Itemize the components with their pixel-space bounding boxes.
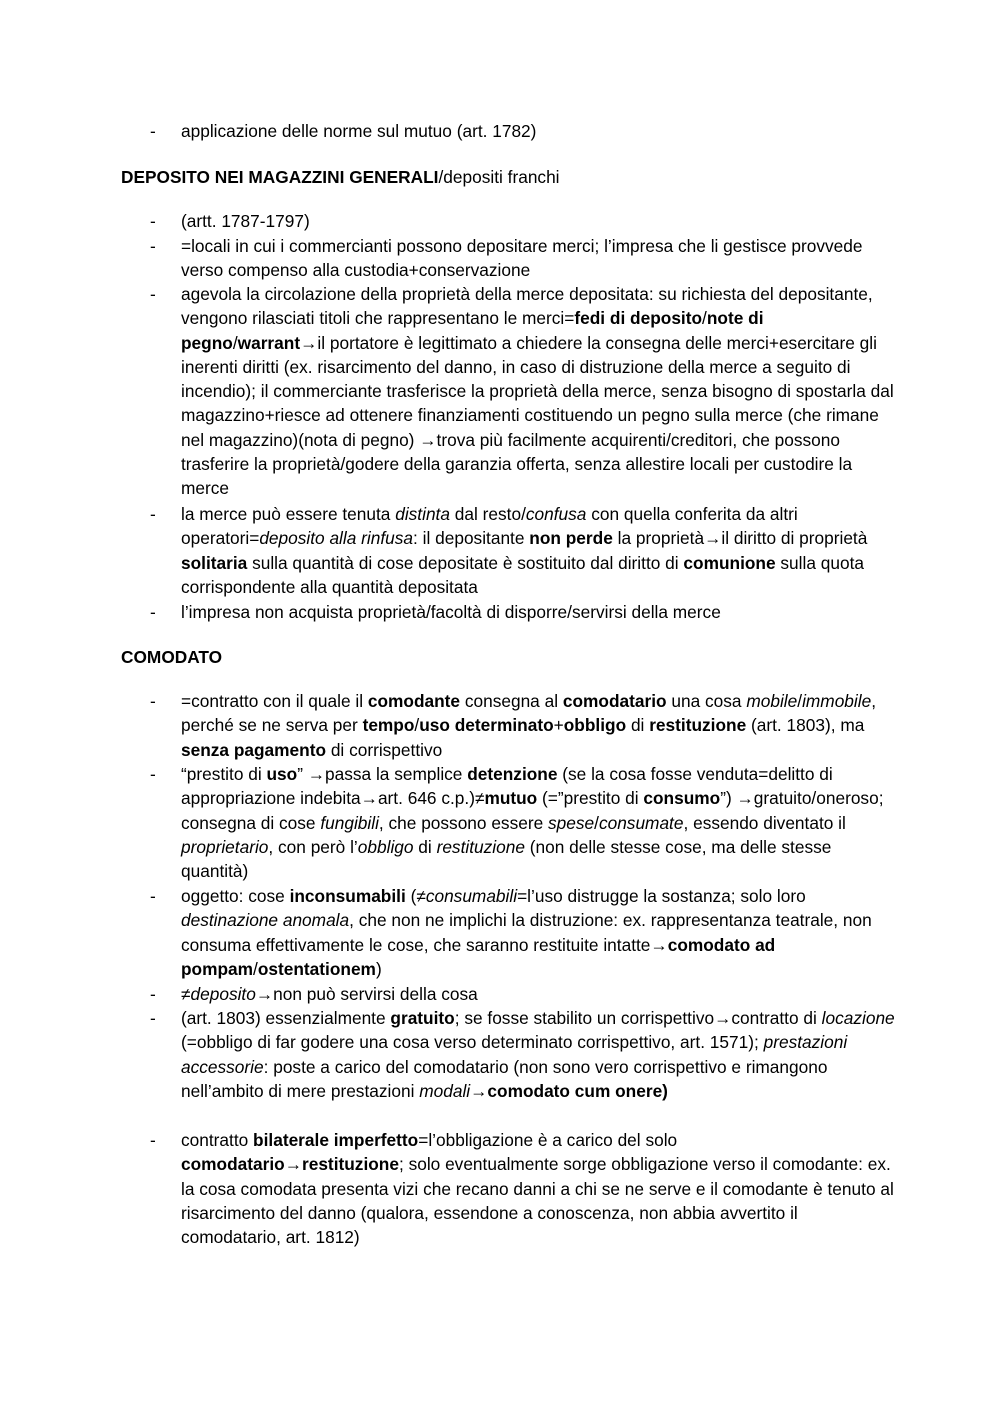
bold-text: bilaterale imperfetto — [253, 1130, 419, 1150]
text-run: di — [626, 715, 650, 736]
bold-text: uso — [266, 764, 298, 784]
list-item — [181, 282, 901, 501]
bold-text: senza pagamento — [181, 739, 327, 760]
text-run: =locali in cui i commercianti possono depositare merci; l’impresa che li gestisce provvede verso compenso alla custodia+conservazione — [181, 236, 863, 281]
italic-text: distinta — [395, 504, 450, 524]
bullet-dash: - — [150, 211, 156, 231]
text-run: (artt. 1787-1797) — [181, 211, 310, 231]
bullet-dash: - — [150, 984, 156, 1004]
bullet-dash: - — [150, 121, 156, 141]
bold-text: comodante — [367, 691, 461, 711]
text-run: (art. 1803) essenzialmente — [181, 1008, 391, 1028]
text-run: di — [413, 836, 437, 857]
text-run: ; solo eventualmente sorge obbligazione verso il comodante: ex. la cosa comodata presenta vizi che recano danni a chi se ne serve e il comodante è tenuto al risarcimento del danno (qualora, essendone a conoscenza, non abbia avvertito il comodatario, art. 1812) — [181, 1154, 894, 1248]
list-item — [181, 502, 901, 599]
text-run: sulla quantità di cose depositate è sostituito dal diritto di — [247, 552, 684, 573]
bold-text: uso determinato — [419, 715, 554, 736]
list-item — [181, 762, 901, 883]
text-run: sulla quota corrispondente alla quantità depositata — [181, 552, 864, 597]
bullet-dash: - — [150, 691, 156, 711]
bullet-dash: - — [150, 886, 156, 906]
bold-text: restituzione — [649, 715, 747, 736]
list-item — [181, 119, 901, 143]
text-run: / — [702, 308, 707, 329]
italic-text: consumabili — [425, 886, 518, 906]
bold-text: mutuo — [484, 788, 538, 809]
bold-text: obbligo — [563, 715, 627, 736]
text-run: contratto — [181, 1130, 254, 1150]
bold-text: gratuito — [390, 1008, 455, 1028]
bullet-dash: - — [150, 504, 156, 524]
list-item — [181, 689, 901, 762]
text-run: , che possono essere — [378, 812, 548, 833]
text-run: =l’obbligazione è a carico del solo — [418, 1130, 678, 1150]
text-run: /depositi franchi — [438, 167, 560, 187]
bold-text: solitaria — [181, 552, 248, 573]
bold-text: non perde — [529, 528, 613, 549]
text-run: →non può servirsi della cosa — [255, 984, 478, 1004]
section-heading-deposito — [121, 165, 560, 189]
text-run: + — [553, 715, 564, 736]
bullet-dash: - — [150, 284, 156, 304]
text-run: oggetto: cose — [181, 886, 290, 906]
bold-text: note di pegno — [181, 308, 764, 353]
bold-text: warrant — [237, 332, 301, 353]
italic-text: confusa — [525, 504, 587, 524]
text-run: , con però l’ — [268, 836, 358, 857]
text-run: l’impresa non acquista proprietà/facoltà di disporre/servirsi della merce — [181, 602, 721, 622]
list-item — [181, 600, 901, 624]
bullet-dash: - — [150, 236, 156, 256]
text-run: : poste a carico del comodatario (non sono vero corrispettivo e rimangono nell’ambito di mere prestazioni — [181, 1056, 828, 1101]
italic-text: locazione — [821, 1008, 895, 1028]
text-run: la proprietà→il diritto di proprietà — [612, 528, 868, 549]
italic-text: deposito alla rinfusa — [259, 528, 414, 549]
text-run: : il depositante — [413, 528, 530, 549]
text-run: → — [470, 1080, 488, 1101]
italic-text: spese — [548, 812, 595, 833]
bold-text: consumo — [643, 788, 721, 809]
italic-text: prestazioni accessorie — [181, 1032, 848, 1077]
text-run: “prestito di — [181, 764, 267, 784]
text-run: ) — [375, 958, 382, 979]
list-item — [181, 884, 901, 981]
list-item — [181, 234, 901, 283]
text-run: ; se fosse stabilito un corrispettivo→contratto di — [454, 1008, 822, 1028]
bold-text: inconsumabili — [289, 886, 406, 906]
bullet-dash: - — [150, 1008, 156, 1028]
text-run: ”) →gratuito/oneroso; consegna di cose — [181, 788, 884, 833]
bullet-dash: - — [150, 764, 156, 784]
text-run: con quella conferita da altri operatori= — [181, 504, 798, 549]
text-run: ” →passa la semplice — [297, 764, 468, 784]
text-run: (=”prestito di — [537, 788, 644, 809]
italic-text: restituzione — [436, 836, 525, 857]
italic-text: immobile — [802, 691, 872, 711]
text-run: agevola la circolazione della proprietà della merce depositata: su richiesta del depositante, vengono rilasciati titoli che rappresentano le merci= — [181, 284, 873, 329]
italic-text: proprietario — [181, 836, 269, 857]
italic-text: obbligo — [357, 836, 414, 857]
text-run: , che non ne implichi la distruzione: ex. rappresentanza teatrale, non consuma effettivamente le cose, che saranno restituite intatte→ — [181, 910, 872, 955]
text-run: consegna al — [460, 691, 563, 711]
text-run: ≠ — [181, 984, 191, 1004]
bold-text: comunione — [683, 552, 776, 573]
italic-text: destinazione anomala — [181, 910, 350, 931]
bold-text: comodatario→restituzione — [181, 1154, 399, 1175]
italic-text: fungibili — [320, 812, 379, 833]
text-run: (≠ — [405, 886, 426, 906]
text-run: / — [797, 691, 803, 711]
text-run: , perché se ne serva per — [181, 691, 877, 736]
bold-text: tempo — [362, 715, 415, 736]
text-run: (art. 1803), ma — [746, 715, 865, 736]
text-run: →il portatore è legittimato a chiedere la consegna delle merci+esercitare gli inerenti diritti (ex. risarcimento del danno, in caso di distruzione della merce a seguito di incendio); il commerciante trasferisce la proprietà della merce, senza bisogno di spostarla dal magazzino+riesce ad ottenere finanziamenti costituendo un pegno sulla merce (che rimane nel magazzino)(nota di pegno) →trova più facilmente acquirenti/creditori, che possono trasferire la proprietà/godere della garanzia offerta, senza allestire locali per custodire la merce — [181, 332, 894, 499]
text-run: di corrispettivo — [326, 739, 443, 760]
text-run: / — [414, 715, 420, 736]
list-item — [181, 209, 901, 233]
text-run: , essendo diventato il — [683, 812, 846, 833]
bold-text: comodatario — [562, 691, 667, 711]
text-run: la merce può essere tenuta — [181, 504, 396, 524]
italic-text: mobile — [746, 691, 798, 711]
bullet-dash: - — [150, 1130, 156, 1150]
text-run: / — [253, 958, 258, 979]
list-item — [181, 1006, 901, 1103]
italic-text: consumate — [598, 812, 684, 833]
text-run: applicazione delle norme sul mutuo (art. 1782) — [181, 121, 537, 141]
bold-text: DEPOSITO NEI MAGAZZINI GENERALI — [121, 167, 439, 187]
italic-text: deposito — [190, 984, 256, 1004]
bold-text: comodato ad pompam — [181, 934, 776, 979]
text-run: (non delle stesse cose, ma delle stesse quantità) — [181, 836, 832, 882]
list-item — [181, 1128, 901, 1249]
text-run: (=obbligo di far godere una cosa verso determinato corrispettivo, art. 1571); — [181, 1032, 764, 1053]
text-run: / — [594, 812, 599, 833]
bullet-dash: - — [150, 602, 156, 622]
bold-text: fedi di deposito — [574, 308, 703, 329]
text-run: =l’uso distrugge la sostanza; solo loro — [517, 886, 806, 906]
italic-text: modali — [419, 1080, 471, 1101]
bold-text: detenzione — [467, 764, 558, 784]
bold-text: comodato cum onere) — [487, 1080, 668, 1101]
text-run: / — [232, 332, 238, 353]
text-run: una cosa — [666, 691, 747, 711]
bold-text: COMODATO — [121, 647, 223, 667]
text-run: =contratto con il quale il — [181, 691, 368, 711]
section-heading-comodato — [121, 645, 222, 669]
bold-text: ostentationem — [257, 958, 376, 979]
list-item — [181, 982, 901, 1006]
text-run: (se la cosa fosse venduta=delitto di appropriazione indebita→art. 646 c.p.)≠ — [181, 764, 833, 809]
text-run: dal resto/ — [449, 504, 526, 524]
